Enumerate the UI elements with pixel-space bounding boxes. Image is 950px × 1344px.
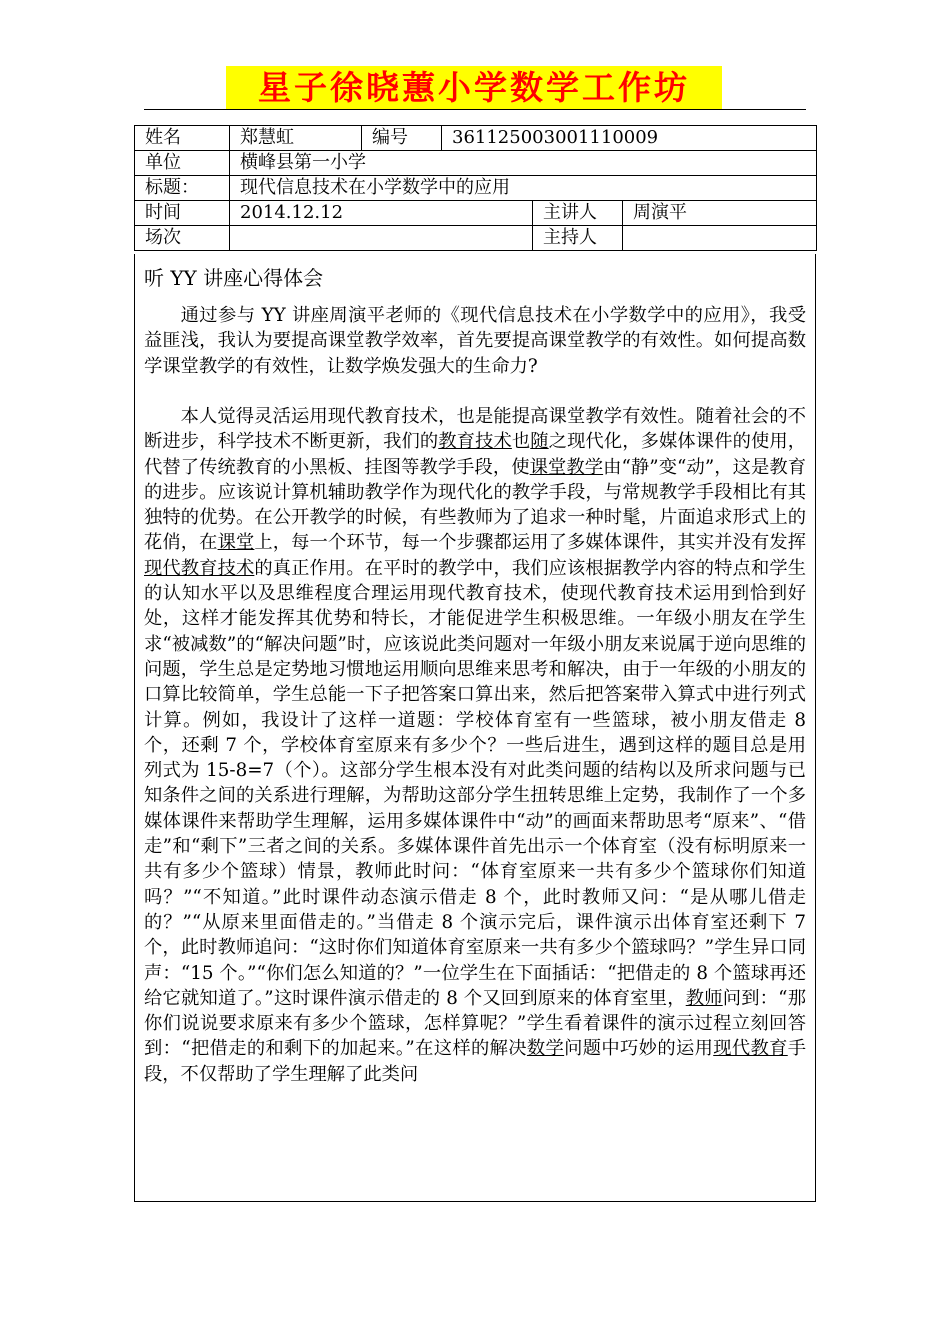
name-label: 姓名 [135,126,230,151]
id-label: 编号 [362,126,442,151]
time-label: 时间 [135,201,230,226]
id-value: 361125003001110009 [442,126,817,151]
paragraph-text: 手段，不仅帮助了学生理解了此类问 [144,1038,807,1085]
host-label: 主持人 [533,226,623,251]
paragraph-text: 的真正作用。在平时的教学中，我们应该根据教学内容的特点和学生的认知水平以及思维程度合理运用现代教育技术，使现代教育技术运用到恰到好处，这样才能发挥其优势和特长，才能促进学生积极思维。一年级小朋友在学生求“被减数”的“解决问题”时，应该说此类问题对一年级小朋友来说属于逆向思维的问题，学生总是定势地习惯地运用顺向思维来思考和解决，由于一年级的小朋友的口算比较简单，学生总能一下子把答案口算出来，然后把答案带入算式中进行列式计算。例如，我设计了这样一道题：学校体育室有一些篮球，被小朋友借走 8 个，还剩 7 个，学校体育室原来有多少个？一些后进生，遇到这样的题目总是用列式为 15-8=7（个）。这部分学生根本没有对此类问题的结构以及所求问题与已知条件之间的关系进行理解，为帮助这部分学生扭转思维上定势，我制作了一个多媒体课件来帮助学生理解，运用多媒体课件中“动”的画面来帮助思考“原来”、“借走”和“剩下”三者之间的关系。多媒体课件首先出示一个体育室（没有标明原来一共有多少个篮球）情景，教师此时问：“体育室原来一共有多少个篮球你们知道吗？”“不知道。”此时课件动态演示借走 8 个，此时教师又问：“是从哪儿借走的？”“从原来里面借走的。”当借走 8 个演示完后，课件演示出体育室还剩下 7 个，此时教师追问：“这时你们知道体育室原来一共有多少个篮球吗？”学生异口同声：“15 个。”“你们怎么知道的？”一位学生在下面插话：“把借走的 8 个篮球再还给它就知道了。”这时课件演示借走的 8 个又回到原来的体育室里， [144,557,807,1009]
info-table [134,125,817,251]
unit-value: 横峰县第一小学 [230,151,817,176]
article-paragraph-2 [144,404,806,1087]
workshop-banner [226,66,722,110]
name-value: 郑慧虹 [230,126,362,151]
hyperlink-teacher[interactable]: 教师 [685,987,723,1009]
header-rule [144,109,806,110]
hyperlink-math[interactable]: 数学 [526,1038,565,1060]
article-heading: 听 YY 讲座心得体会 [144,266,324,290]
title-label: 标题： [135,176,230,201]
paragraph-text: 本人觉得灵活运用现代教育技术，也是能提高课堂教学有效性。随着社会的不断进步，科学技术不断更新，我们的 [144,406,806,453]
paragraph-text: 上，每一个环节，每一个步骤都运用了多媒体课件，其实并没有发挥 [254,532,807,554]
paragraph-text: 之现代化，多媒体课件的使用，代替了传统教育的小黑板、挂图等教学手段，使 [144,431,807,478]
session-label: 场次 [135,226,230,251]
time-value: 2014.12.12 [230,201,533,226]
info-row-unit [135,151,817,176]
hyperlink-classroom[interactable]: 课堂 [217,532,255,554]
info-row-name [135,126,817,151]
speaker-value: 周演平 [623,201,817,226]
hyperlink-education-technology[interactable]: 教育技术 [438,431,512,453]
hyperlink-modern-education-technology[interactable]: 现代教育技术 [144,557,255,579]
host-value [623,226,817,251]
info-row-title [135,176,817,201]
paragraph-text: 由“静”变“动”，这是教育的进步。应该说计算机辅助教学作为现代化的教学手段，与常规教学手段相比有其独特的优势。在公开教学的时候，有些教师为了追求一种时髦，片面追求形式上的花俏，在 [144,456,807,554]
info-row-time [135,201,817,226]
paragraph-text: 也 [511,431,531,453]
article-paragraph-1: 通过参与 YY 讲座周演平老师的《现代信息技术在小学数学中的应用》，我受益匪浅，我认为要提高课堂教学效率，首先要提高课堂教学的有效性。如何提高数学课堂教学的有效性，让数学焕发强大的生命力? [144,305,806,377]
paragraph-text: 问到：“那你们说说要求原来有多少个篮球，怎样算呢？”学生看着课件的演示过程立刻回答到：“把借走的和剩下的加起来。”在这样的解决 [144,987,806,1060]
paragraph-text: 问题中巧妙的运用 [564,1038,714,1060]
speaker-label: 主讲人 [533,201,623,226]
banner-title: 星子徐晓蕙小学数学工作坊 [258,68,690,107]
session-value [230,226,533,251]
hyperlink-classroom-teaching[interactable]: 课堂教学 [529,456,604,478]
title-value: 现代信息技术在小学数学中的应用 [230,176,817,201]
hyperlink-modern-education[interactable]: 现代教育 [713,1038,788,1060]
info-row-session [135,226,817,251]
hyperlink-sui[interactable]: 随 [530,431,549,453]
unit-label: 单位 [135,151,230,176]
